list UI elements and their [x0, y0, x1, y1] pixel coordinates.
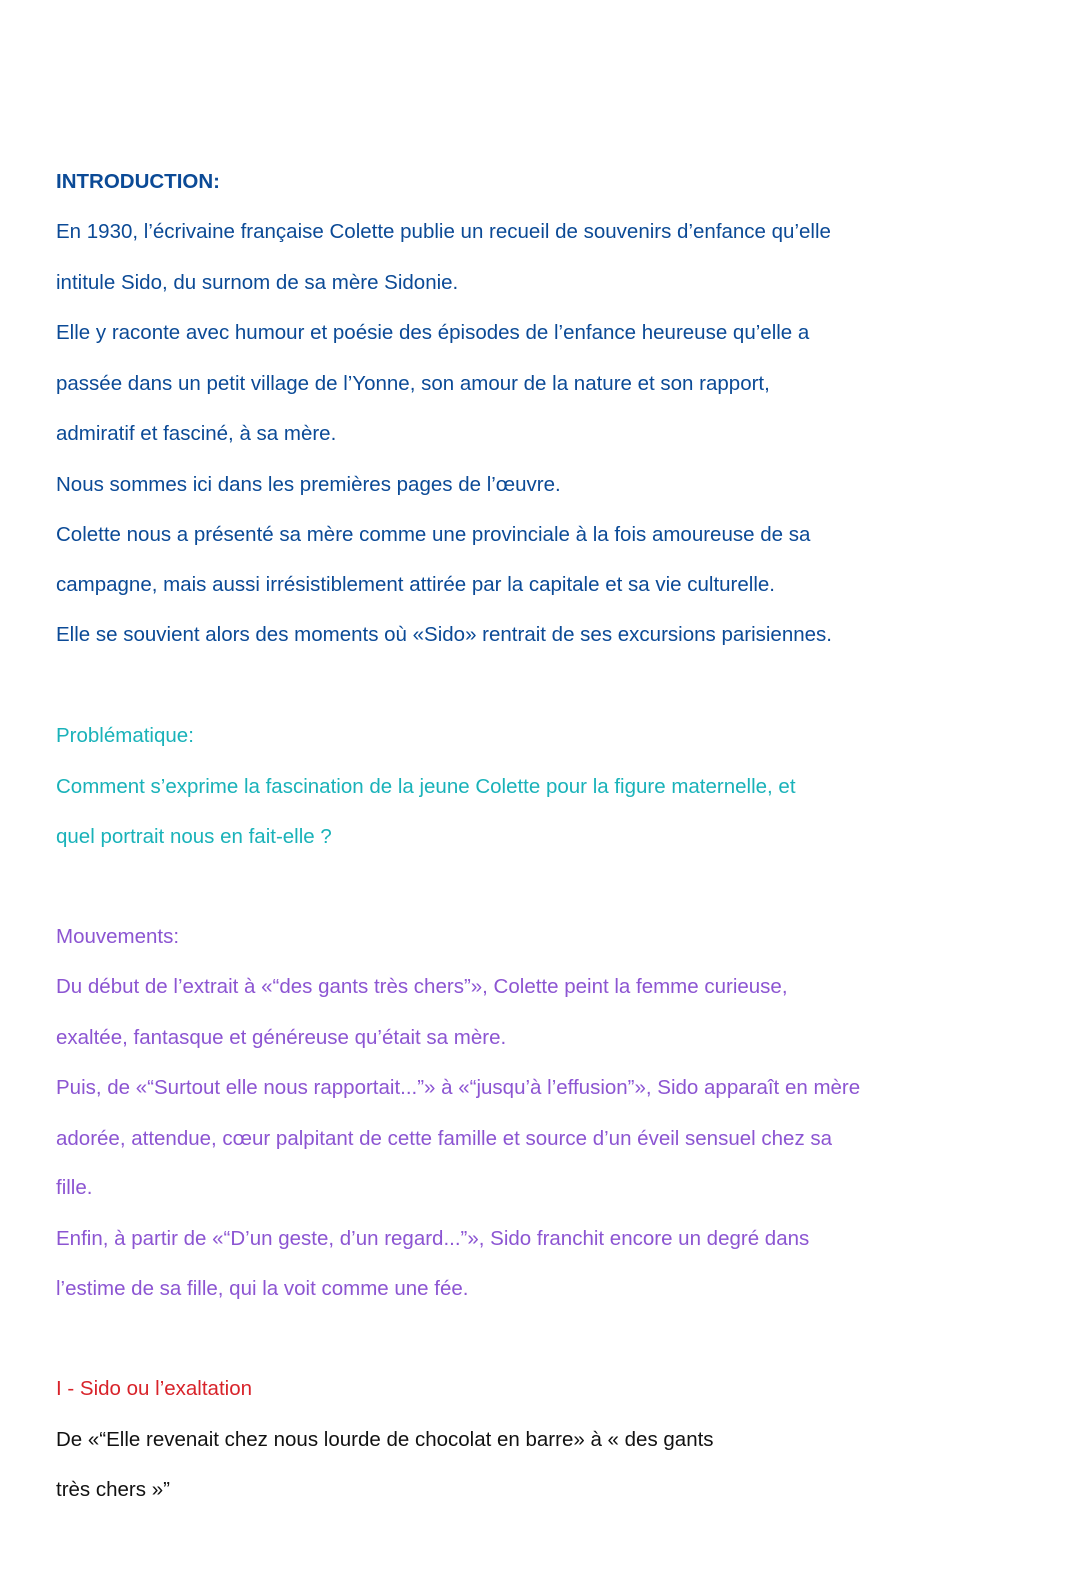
- problematique-heading: Problématique:: [56, 724, 194, 747]
- introduction-line: Elle y raconte avec humour et poésie des épisodes de l’enfance heureuse qu’elle a: [56, 321, 810, 344]
- introduction-line: En 1930, l’écrivaine française Colette publie un recueil de souvenirs d’enfance qu’elle: [56, 220, 831, 243]
- section-line: De «“Elle revenait chez nous lourde de chocolat en barre» à « des gants: [56, 1428, 714, 1451]
- introduction-line: passée dans un petit village de l’Yonne, son amour de la nature et son rapport,: [56, 372, 770, 395]
- mouvements-line: Puis, de «“Surtout elle nous rapportait...”» à «“jusqu’à l’effusion”», Sido apparaît en mère: [56, 1076, 861, 1099]
- introduction-line: Nous sommes ici dans les premières pages de l’œuvre.: [56, 473, 561, 496]
- introduction-heading: INTRODUCTION:: [56, 170, 220, 193]
- introduction-line: Elle se souvient alors des moments où «Sido» rentrait de ses excursions parisiennes.: [56, 623, 832, 646]
- section-line: très chers »”: [56, 1478, 170, 1501]
- problematique-line: quel portrait nous en fait-elle ?: [56, 825, 332, 848]
- introduction-line: admiratif et fasciné, à sa mère.: [56, 422, 337, 445]
- section-heading: I - Sido ou l’exaltation: [56, 1377, 253, 1400]
- mouvements-line: exaltée, fantasque et généreuse qu’était sa mère.: [56, 1026, 507, 1049]
- mouvements-heading: Mouvements:: [56, 925, 180, 948]
- mouvements-line: l’estime de sa fille, qui la voit comme une fée.: [56, 1277, 469, 1300]
- introduction-line: intitule Sido, du surnom de sa mère Sidonie.: [56, 271, 459, 294]
- introduction-line: Colette nous a présenté sa mère comme une provinciale à la fois amoureuse de sa: [56, 523, 811, 546]
- mouvements-line: Enfin, à partir de «“D’un geste, d’un regard...”», Sido franchit encore un degré dans: [56, 1227, 810, 1250]
- mouvements-line: Du début de l’extrait à «“des gants très chers”», Colette peint la femme curieuse,: [56, 975, 788, 998]
- introduction-line: campagne, mais aussi irrésistiblement attirée par la capitale et sa vie culturelle.: [56, 573, 775, 596]
- problematique-line: Comment s’exprime la fascination de la jeune Colette pour la figure maternelle, et: [56, 775, 796, 798]
- mouvements-line: fille.: [56, 1176, 93, 1199]
- mouvements-line: adorée, attendue, cœur palpitant de cette famille et source d’un éveil sensuel chez sa: [56, 1127, 833, 1150]
